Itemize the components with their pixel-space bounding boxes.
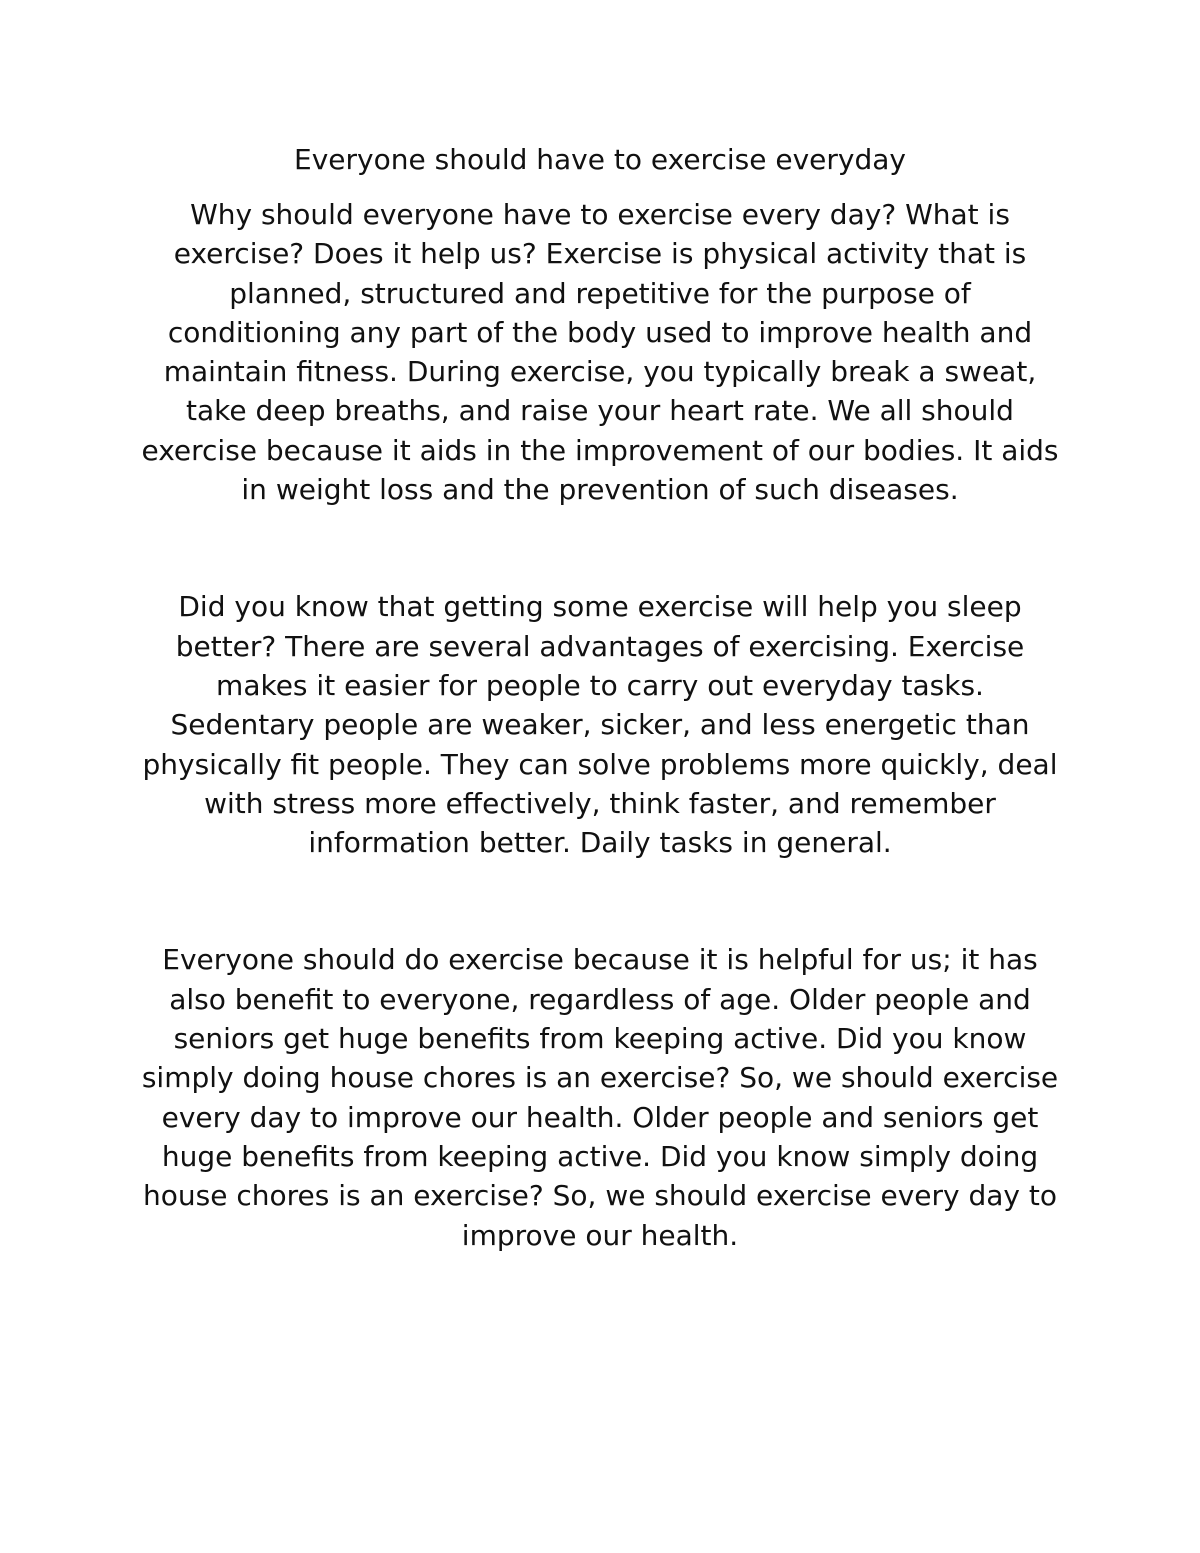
- document-body: [140, 140, 1060, 1333]
- paragraph-2: Did you know that getting some exercise will help you sleep better? There are several advantages of exercising. Exercise makes it easier for people to carry out everyday tasks. Sedentary people are weaker, sicker, and less energetic than physically fit people. They can solve problems more quickly, deal with stress more effectively, think faster, and remember information better. Daily tasks in general.: [142, 590, 1058, 860]
- paragraph-3: Everyone should do exercise because it is helpful for us; it has also benefit to everyone, regardless of age. Older people and seniors get huge benefits from keeping active. Did you know simply doing house chores is an exercise? So, we should exercise every day to improve our health. Older people and seniors get huge benefits from keeping active. Did you know simply doing house chores is an exercise? So, we should exercise every day to improve our health.: [141, 943, 1059, 1252]
- paragraph-1: Why should everyone have to exercise every day? What is exercise? Does it help us? Exercise is physical activity that is planned, structured and repetitive for the purpose of conditioning any part of the body used to improve health and maintain fitness. During exercise, you typically break a sweat, take deep breaths, and raise your heart rate. We all should exercise because it aids in the improvement of our bodies. It aids in weight loss and the prevention of such diseases.: [141, 198, 1059, 507]
- document-title: Everyone should have to exercise everyday: [294, 143, 906, 176]
